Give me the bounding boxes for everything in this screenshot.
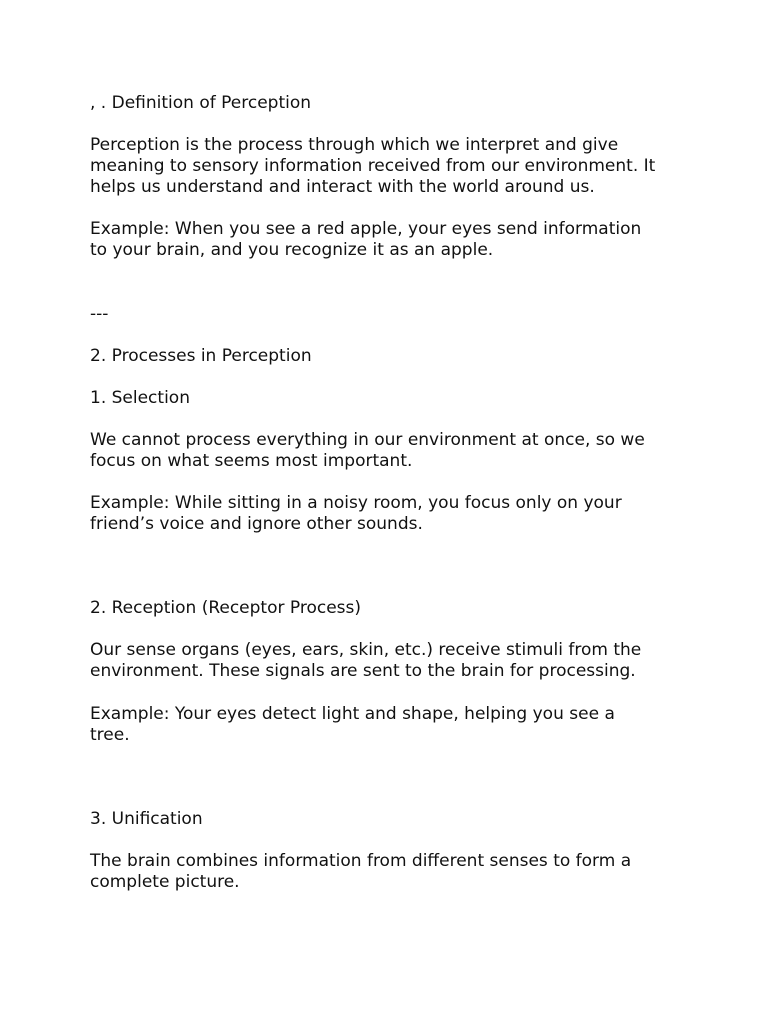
paragraph-line: The brain combines information from different senses to form a [90, 851, 632, 871]
example-line: tree. [90, 725, 130, 745]
section-heading-definition: , . Definition of Perception [90, 93, 312, 113]
subheading-selection: 1. Selection [90, 388, 190, 408]
paragraph-line: Our sense organs (eyes, ears, skin, etc.) receive stimuli from the [90, 640, 642, 660]
paragraph-line: Perception is the process through which we interpret and give [90, 135, 619, 155]
example-line: Example: When you see a red apple, your eyes send information [90, 219, 642, 239]
paragraph-line: environment. These signals are sent to the brain for processing. [90, 661, 636, 681]
paragraph-line: complete picture. [90, 872, 240, 892]
example-line: to your brain, and you recognize it as an apple. [90, 240, 494, 260]
subheading-unification: 3. Unification [90, 809, 203, 829]
separator: --- [90, 304, 109, 324]
paragraph-line: meaning to sensory information received from our environment. It [90, 156, 656, 176]
paragraph-line: We cannot process everything in our environment at once, so we [90, 430, 645, 450]
subheading-reception: 2. Reception (Receptor Process) [90, 598, 362, 618]
paragraph-line: focus on what seems most important. [90, 451, 413, 471]
paragraph-line: helps us understand and interact with the world around us. [90, 177, 595, 197]
example-line: Example: While sitting in a noisy room, you focus only on your [90, 493, 622, 513]
example-line: friend’s voice and ignore other sounds. [90, 514, 423, 534]
section-heading-processes: 2. Processes in Perception [90, 346, 312, 366]
example-line: Example: Your eyes detect light and shape, helping you see a [90, 704, 615, 724]
